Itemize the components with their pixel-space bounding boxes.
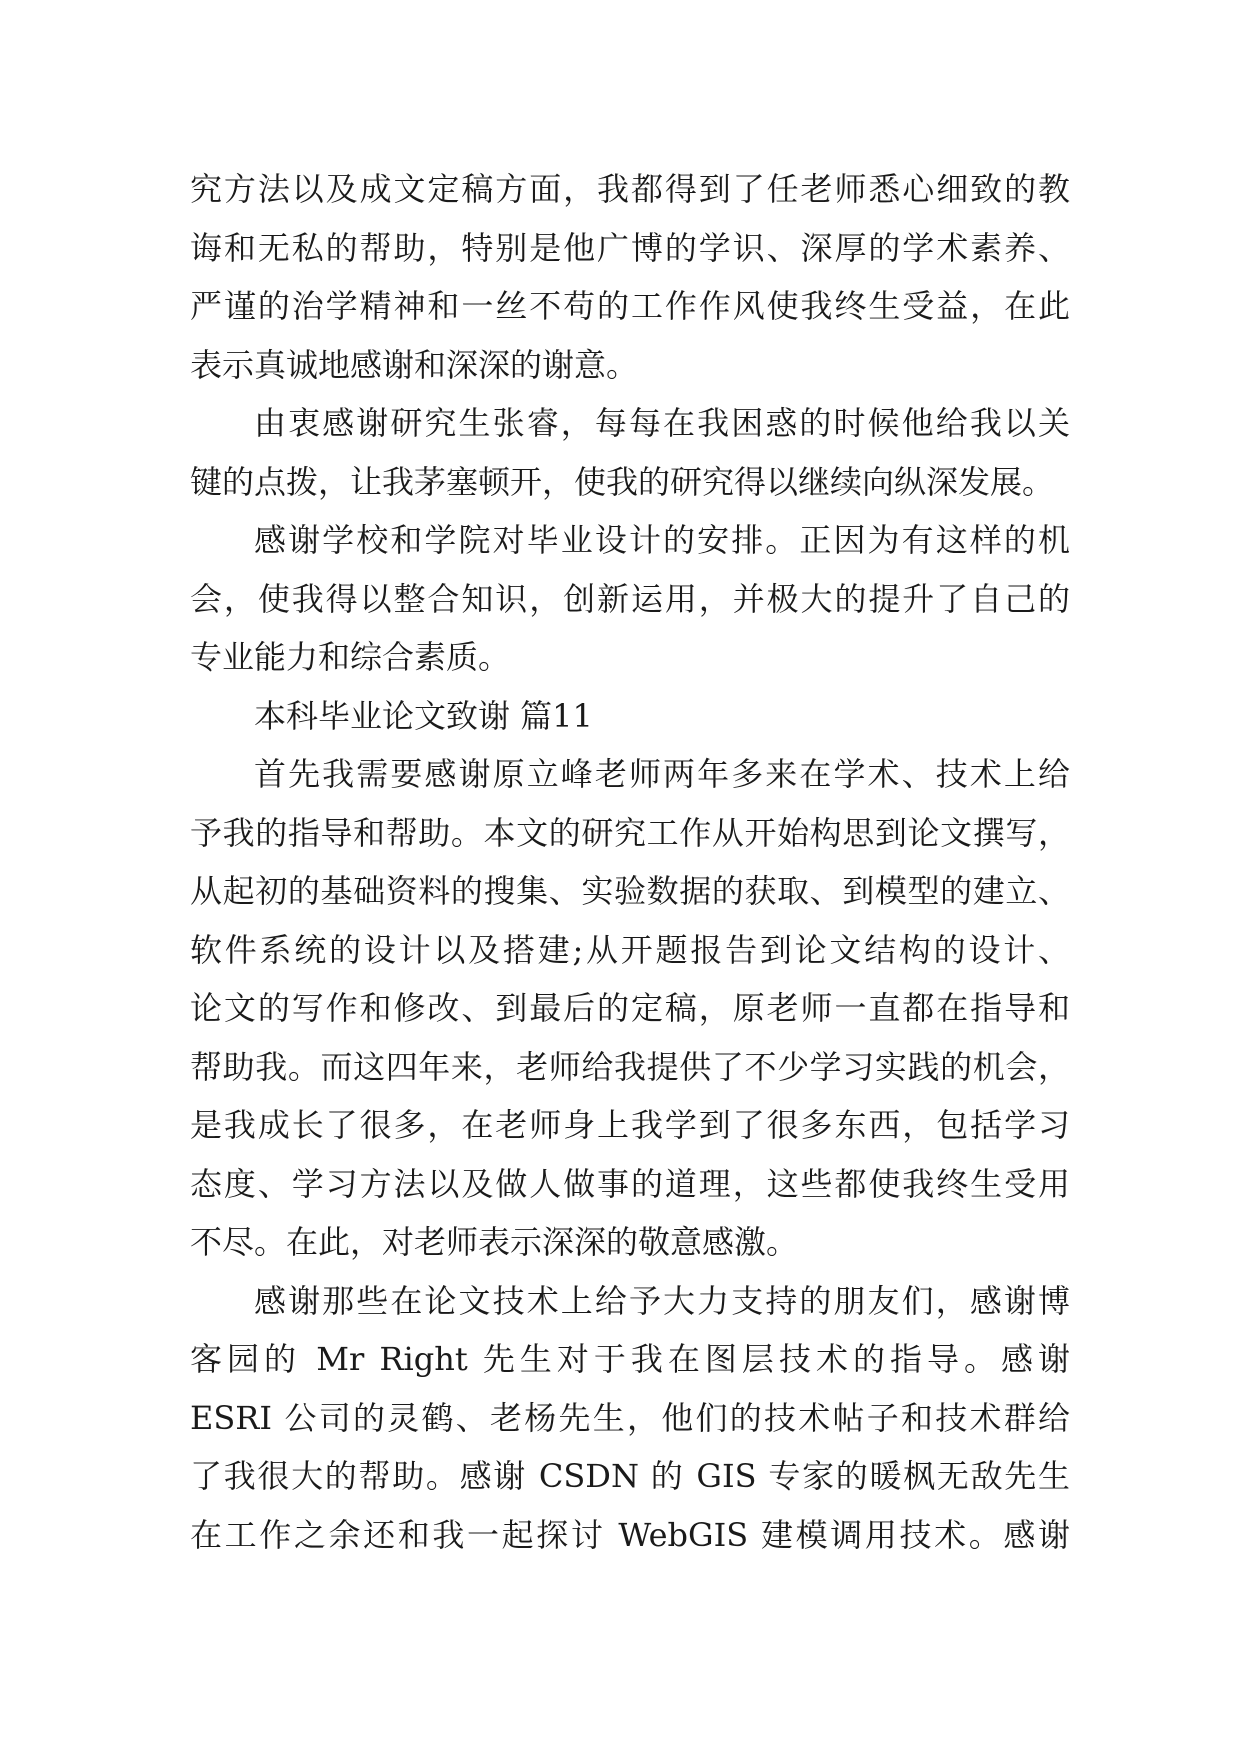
- text-line: 诲和无私的帮助，特别是他广博的学识、深厚的学术素养、: [190, 228, 1070, 267]
- text-line: 表示真诚地感谢和深深的谢意。: [190, 345, 639, 384]
- text-line: 究方法以及成文定稿方面，我都得到了任老师悉心细致的教: [190, 170, 1070, 208]
- text-line: 键的点拨，让我茅塞顿开，使我的研究得以继续向纵深发展。: [190, 462, 1055, 501]
- text-line: 是我成长了很多，在老师身上我学到了很多东西，包括学习: [190, 1106, 1070, 1144]
- text-line: 客园的 Mr Right 先生对于我在图层技术的指导。感谢: [190, 1340, 1070, 1378]
- text-line: ESRI 公司的灵鹤、老杨先生，他们的技术帖子和技术群给: [190, 1398, 1070, 1437]
- text-line: 在工作之余还和我一起探讨 WebGIS 建模调用技术。感谢: [190, 1515, 1070, 1554]
- text-line: 帮助我。而这四年来，老师给我提供了不少学习实践的机会，: [190, 1047, 1070, 1086]
- section-heading: 本科毕业论文致谢 篇11: [254, 696, 593, 735]
- text-line: 不尽。在此，对老师表示深深的敬意感激。: [190, 1223, 799, 1261]
- text-line: 由衷感谢研究生张睿，每每在我困惑的时候他给我以关: [254, 404, 1070, 442]
- text-line: 专业能力和综合素质。: [190, 638, 511, 676]
- text-line: 从起初的基础资料的搜集、实验数据的获取、到模型的建立、: [190, 872, 1070, 910]
- text-line: 严谨的治学精神和一丝不苟的工作作风使我终生受益，在此: [190, 287, 1070, 325]
- text-line: 感谢学校和学院对毕业设计的安排。正因为有这样的机: [254, 521, 1070, 559]
- text-line: 予我的指导和帮助。本文的研究工作从开始构思到论文撰写，: [190, 813, 1070, 852]
- text-line: 会，使我得以整合知识，创新运用，并极大的提升了自己的: [190, 579, 1070, 618]
- text-line: 了我很大的帮助。感谢 CSDN 的 GIS 专家的暖枫无敌先生: [190, 1457, 1070, 1495]
- text-line: 论文的写作和修改、到最后的定稿，原老师一直都在指导和: [190, 989, 1070, 1027]
- document-body: [190, 160, 1070, 1564]
- text-line: 态度、学习方法以及做人做事的道理，这些都使我终生受用: [190, 1164, 1070, 1203]
- text-line: 感谢那些在论文技术上给予大力支持的朋友们，感谢博: [254, 1281, 1070, 1320]
- text-line: 软件系统的设计以及搭建;从开题报告到论文结构的设计、: [190, 930, 1070, 969]
- text-line: 首先我需要感谢原立峰老师两年多来在学术、技术上给: [254, 755, 1070, 793]
